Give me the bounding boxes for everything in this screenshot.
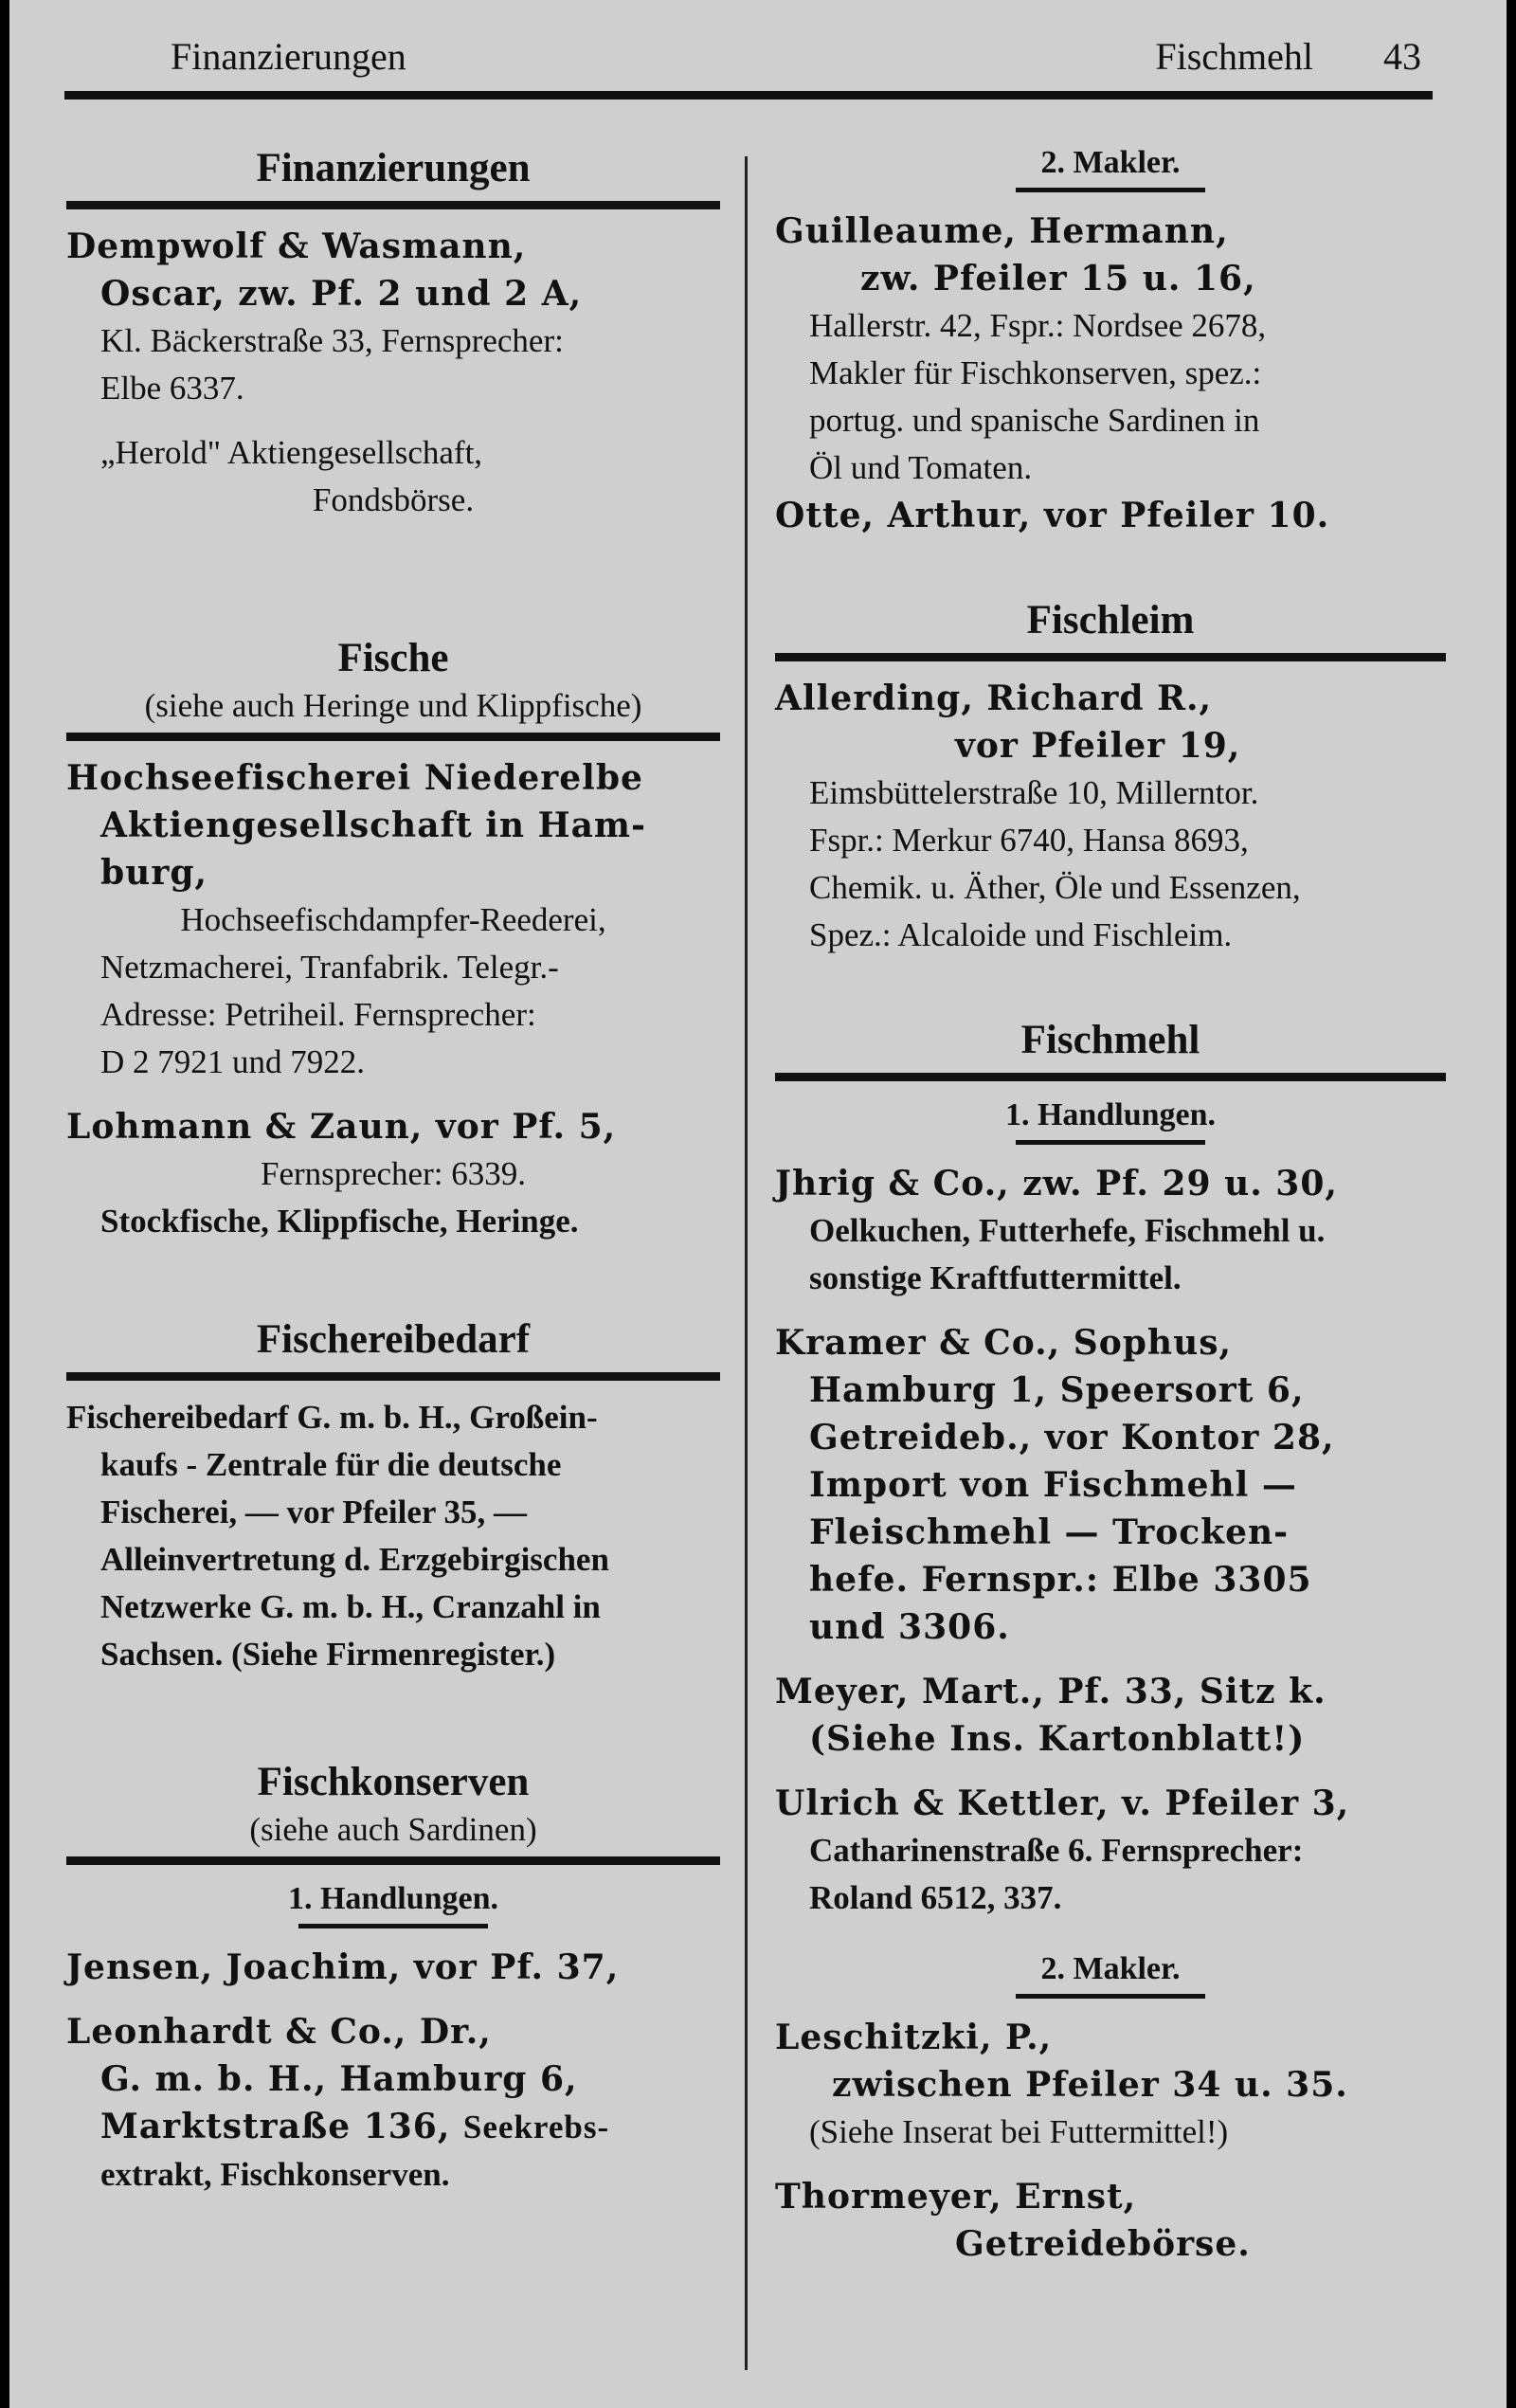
entry-ulrich-kettler	[775, 1780, 1446, 1922]
entry-name-cont: hefe. Fernspr.: Elbe 3305	[809, 1560, 1312, 1600]
entry-name: Ulrich & Kettler, v. Pfeiler 3,	[775, 1783, 1350, 1823]
entry-name: Kramer & Co., Sophus,	[775, 1323, 1233, 1363]
entry-name: Jensen, Joachim, vor Pf. 37,	[66, 1947, 620, 1987]
right-column	[775, 142, 1446, 2285]
entry-text: Alleinvertretung d. Erzgebirgischen	[100, 1541, 609, 1578]
entry-allerding	[775, 675, 1446, 959]
entry-text: Sachsen. (Siehe Firmenregister.)	[100, 1636, 556, 1673]
entry-name: Guilleaume, Hermann,	[775, 211, 1229, 251]
section-title-fische: Fische	[337, 636, 449, 680]
entry-text: Netzwerke G. m. b. H., Cranzahl in	[100, 1588, 601, 1625]
entry-name-cont: Fleischmehl — Trocken-	[809, 1512, 1290, 1552]
page-number: 43	[1383, 35, 1421, 78]
running-header	[171, 34, 1421, 87]
entry-name: Meyer, Mart., Pf. 33, Sitz k.	[775, 1672, 1326, 1711]
subsection-rule	[1016, 1140, 1205, 1145]
entry-text: „Herold" Aktiengesellschaft,	[100, 434, 483, 471]
entry-text: Stockfische, Klippfische, Heringe.	[100, 1203, 579, 1240]
section-rule	[66, 1856, 720, 1865]
entry-name: Leschitzki, P.,	[775, 2018, 1053, 2057]
entry-text: Roland 6512, 337.	[809, 1879, 1062, 1916]
entry-text: Hallerstr. 42, Fspr.: Nordsee 2678,	[809, 307, 1267, 344]
entry-leonhardt	[66, 2008, 720, 2199]
section-rule	[66, 733, 720, 741]
entry-lohmann	[66, 1103, 720, 1245]
entry-name-cont: G. m. b. H., Hamburg 6,	[100, 2059, 578, 2099]
entry-name: Lohmann & Zaun, vor Pf. 5,	[66, 1107, 617, 1147]
entry-hochseefischerei	[66, 754, 720, 1086]
entry-guilleaume	[775, 208, 1446, 539]
entry-name-cont: burg,	[100, 853, 208, 893]
section-title-finanzierungen: Finanzierungen	[256, 146, 531, 190]
entry-name-cont: zwischen Pfeiler 34 u. 35.	[832, 2065, 1348, 2105]
section-title-fischkonserven: Fischkonserven	[257, 1760, 530, 1804]
page-scan	[9, 0, 1507, 2408]
entry-text: Makler für Fischkonserven, spez.:	[809, 354, 1262, 391]
subsection-handlungen: 1. Handlungen.	[287, 1881, 499, 1916]
entry-fischereibedarf-gmbh	[66, 1394, 720, 1678]
entry-name: Jhrig & Co., zw. Pf. 29 u. 30,	[775, 1164, 1338, 1204]
entry-thormeyer	[775, 2173, 1446, 2268]
entry-text: Fischereibedarf G. m. b. H., Großein-	[66, 1399, 598, 1436]
entry-jhrig	[775, 1160, 1446, 1302]
entry-text: Adresse: Petriheil. Fernsprecher:	[100, 996, 536, 1033]
column-divider	[745, 156, 748, 2370]
section-note: (siehe auch Sardinen)	[249, 1811, 537, 1848]
entry-text: portug. und spanische Sardinen in	[809, 402, 1260, 439]
entry-text: sonstige Kraftfuttermittel.	[809, 1259, 1182, 1296]
running-header-right	[1155, 34, 1421, 79]
left-column	[66, 142, 720, 2216]
entry-text: Oelkuchen, Futterhefe, Fischmehl u.	[809, 1212, 1326, 1249]
entry-text: Spez.: Alcaloide und Fischleim.	[809, 916, 1233, 953]
subsection-rule	[1016, 1994, 1205, 1999]
section-rule	[775, 653, 1446, 661]
entry-text: Catharinenstraße 6. Fernsprecher:	[809, 1832, 1304, 1869]
entry-text: Fernsprecher: 6339.	[261, 1155, 526, 1192]
entry-text: D 2 7921 und 7922.	[100, 1043, 366, 1080]
entry-text: extrakt, Fischkonserven.	[100, 2156, 450, 2193]
entry-leschitzki	[775, 2014, 1446, 2156]
entry-name: Otte, Arthur, vor Pfeiler 10.	[775, 496, 1330, 535]
section-rule	[66, 201, 720, 209]
entry-name: Thormeyer, Ernst,	[775, 2177, 1137, 2217]
entry-name-cont: Getreidebörse.	[955, 2224, 1251, 2264]
entry-text: Kl. Bäckerstraße 33, Fernsprecher:	[100, 322, 564, 359]
entry-name-cont: Import von Fischmehl —	[809, 1465, 1297, 1505]
entry-text: Öl und Tomaten.	[809, 449, 1033, 486]
entry-name-cont: Aktiengesellschaft in Ham-	[100, 806, 646, 845]
entry-name-cont: vor Pfeiler 19,	[955, 726, 1241, 766]
section-title-fischmehl: Fischmehl	[1020, 1018, 1200, 1062]
running-header-left: Finanzierungen	[171, 35, 406, 78]
entry-dempwolf	[66, 223, 720, 412]
entry-text: Fondsbörse.	[312, 481, 475, 518]
entry-text: Elbe 6337.	[100, 370, 244, 407]
entry-text: Netzmacherei, Tranfabrik. Telegr.-	[100, 949, 559, 986]
entry-text: Fspr.: Merkur 6740, Hansa 8693,	[809, 822, 1249, 859]
section-rule	[66, 1372, 720, 1381]
subsection-makler: 2. Makler.	[1040, 145, 1181, 180]
entry-text: Chemik. u. Äther, Öle und Essenzen,	[809, 869, 1301, 906]
entry-text: Seekrebs-	[462, 2109, 610, 2145]
subsection-handlungen: 1. Handlungen.	[1004, 1097, 1217, 1132]
running-header-section: Fischmehl	[1155, 35, 1313, 78]
entry-name: Dempwolf & Wasmann,	[66, 226, 527, 266]
entry-name: Hochseefischerei Niederelbe	[66, 758, 643, 798]
entry-text: kaufs - Zentrale für die deutsche	[100, 1446, 562, 1483]
entry-name: Leonhardt & Co., Dr.,	[66, 2012, 492, 2052]
subsection-rule	[1016, 188, 1205, 192]
entry-name-cont: Oscar, zw. Pf. 2 und 2 A,	[100, 274, 583, 314]
entry-name-cont: (Siehe Ins. Kartonblatt!)	[809, 1719, 1306, 1759]
entry-kramer	[775, 1319, 1446, 1651]
entry-jensen	[66, 1944, 720, 1991]
entry-name-cont: zw. Pfeiler 15 u. 16,	[860, 259, 1256, 299]
subsection-makler: 2. Makler.	[1040, 1951, 1181, 1986]
section-title-fischleim: Fischleim	[1026, 598, 1195, 643]
subsection-rule	[298, 1924, 488, 1928]
section-rule	[775, 1073, 1446, 1081]
entry-name: Allerding, Richard R.,	[775, 679, 1213, 718]
entry-text: Hochseefischdampfer-Reederei,	[180, 901, 606, 938]
section-note: (siehe auch Heringe und Klippfische)	[144, 687, 642, 724]
header-rule	[64, 91, 1433, 100]
section-title-fischereibedarf: Fischereibedarf	[256, 1317, 531, 1362]
entry-text: (Siehe Inserat bei Futtermittel!)	[809, 2113, 1229, 2150]
entry-name-cont: Hamburg 1, Speersort 6,	[809, 1370, 1305, 1410]
entry-name-cont: Marktstraße 136,	[100, 2107, 451, 2146]
entry-text: Fischerei, — vor Pfeiler 35, —	[100, 1494, 528, 1530]
entry-name-cont: und 3306.	[809, 1607, 1010, 1647]
entry-text: Eimsbüttelerstraße 10, Millerntor.	[809, 774, 1259, 811]
entry-name-cont: Getreideb., vor Kontor 28,	[809, 1418, 1335, 1457]
entry-herold	[66, 429, 720, 524]
entry-meyer	[775, 1668, 1446, 1763]
